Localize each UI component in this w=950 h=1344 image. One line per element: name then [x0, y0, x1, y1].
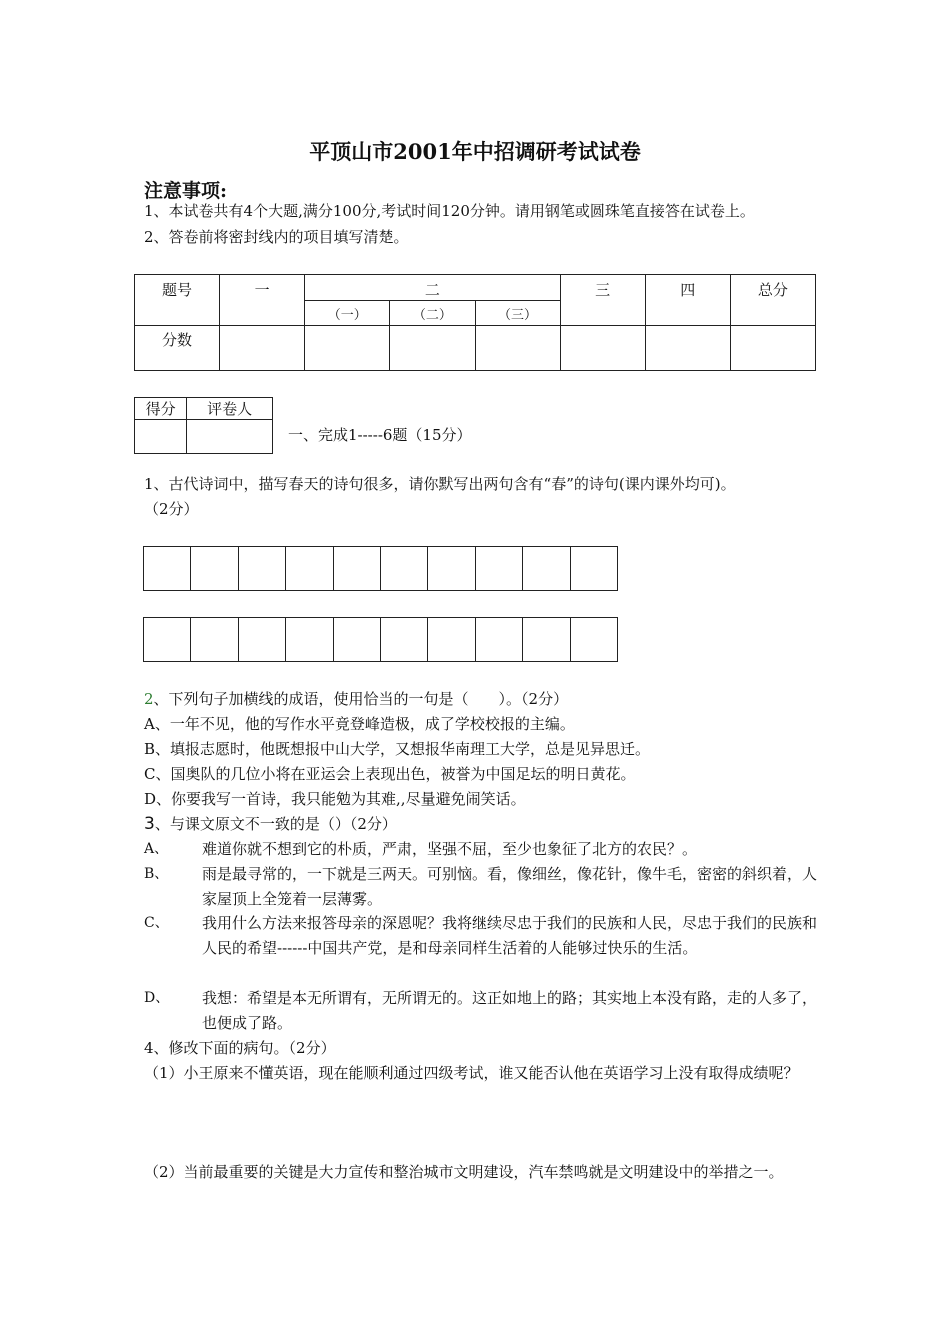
grader-name-label: 评卷人: [187, 398, 273, 420]
question-3-number: 3: [144, 814, 155, 834]
question-3-option-d-label: D、: [144, 990, 170, 1006]
notice-item: 1、本试卷共有4个大题,满分100分,考试时间120分钟。请用钢笔或圆珠笔直接答在试卷上。: [144, 202, 755, 220]
question-3-option-b-text: 雨是最寻常的，一下就是三两天。可别恼。看，像细丝，像花针，像牛毛，密密的斜织着，人家屋顶上全笼着一层薄雾。: [202, 865, 818, 908]
score-table-header-1: 一: [220, 275, 305, 326]
question-2-option-d: D、你要我写一首诗，我只能勉为其难,,尽量避免闹笑话。: [144, 790, 526, 808]
question-1-points: （2分）: [144, 500, 199, 518]
question-3-option-c-label: C、: [144, 915, 169, 931]
score-table: [134, 274, 816, 371]
score-table-header-no: 题号: [135, 275, 220, 326]
grader-score-cell[interactable]: [135, 420, 187, 454]
question-2-option-b: B、填报志愿时，他既想报中山大学，又想报华南理工大学，总是见异思迁。: [144, 740, 651, 758]
score-cell[interactable]: [730, 326, 815, 371]
grader-score-label: 得分: [135, 398, 187, 420]
score-table-header-3: 三: [560, 275, 645, 326]
score-cell[interactable]: [645, 326, 730, 371]
question-1-text: 1、古代诗词中，描写春天的诗句很多，请你默写出两句含有“春”的诗句(课内课外均可)。: [144, 475, 736, 493]
question-2-text: 2、下列句子加横线的成语，使用恰当的一句是（ ）。（2分）: [144, 690, 569, 708]
score-cell[interactable]: [305, 326, 390, 371]
question-4-text: 4、修改下面的病句。（2分）: [144, 1039, 336, 1057]
score-cell[interactable]: [220, 326, 305, 371]
score-cell[interactable]: [390, 326, 475, 371]
question-3-option-d-text: 我想：希望是本无所谓有，无所谓无的。这正如地上的路；其实地上本没有路，走的人多了，也便成了路。: [202, 989, 818, 1032]
section-heading: 一、完成1-----6题（15分）: [288, 426, 472, 444]
grader-name-cell[interactable]: [187, 420, 273, 454]
answer-grid-row-1[interactable]: [143, 546, 618, 591]
question-4-item-1: （1）小王原来不懂英语，现在能顺利通过四级考试，谁又能否认他在英语学习上没有取得成绩呢？: [144, 1064, 799, 1082]
answer-grid-row-2[interactable]: [143, 617, 618, 662]
question-2-option-c: C、国奥队的几位小将在亚运会上表现出色，被誉为中国足坛的明日黄花。: [144, 765, 636, 783]
score-table-header-4: 四: [645, 275, 730, 326]
question-2-option-a: A、一年不见，他的写作水平竟登峰造极，成了学校校报的主编。: [144, 715, 575, 733]
score-table-header-total: 总分: [730, 275, 815, 326]
question-3-option-a-text: 难道你就不想到它的朴质，严肃，坚强不屈，至少也象征了北方的农民？。: [202, 840, 698, 858]
grader-table: [134, 397, 273, 454]
score-table-sub-1: （一）: [305, 301, 390, 326]
score-table-sub-3: （三）: [475, 301, 560, 326]
score-table-header-2: 二: [305, 275, 560, 301]
question-3-option-b-label: B、: [144, 866, 169, 882]
score-cell[interactable]: [560, 326, 645, 371]
question-3-option-a-label: A、: [144, 841, 169, 857]
page-title: 平顶山市2001年中招调研考试试卷: [309, 139, 641, 164]
score-table-sub-2: （二）: [390, 301, 475, 326]
notice-heading: 注意事项:: [144, 180, 228, 202]
question-3-text: 3、与课文原文不一致的是（）（2分）: [144, 814, 397, 834]
question-3-option-c-text: 我用什么方法来报答母亲的深恩呢？我将继续尽忠于我们的民族和人民，尽忠于我们的民族和人民的希望------中国共产党，是和母亲同样生活着的人能够过快乐的生活。: [202, 914, 818, 957]
question-4-item-2: （2）当前最重要的关键是大力宣传和整治城市文明建设，汽车禁鸣就是文明建设中的举措之一。: [144, 1163, 784, 1181]
question-2-number: 2: [144, 690, 154, 708]
score-table-score-label: 分数: [135, 326, 220, 371]
score-cell[interactable]: [475, 326, 560, 371]
notice-item: 2、答卷前将密封线内的项目填写清楚。: [144, 228, 409, 246]
